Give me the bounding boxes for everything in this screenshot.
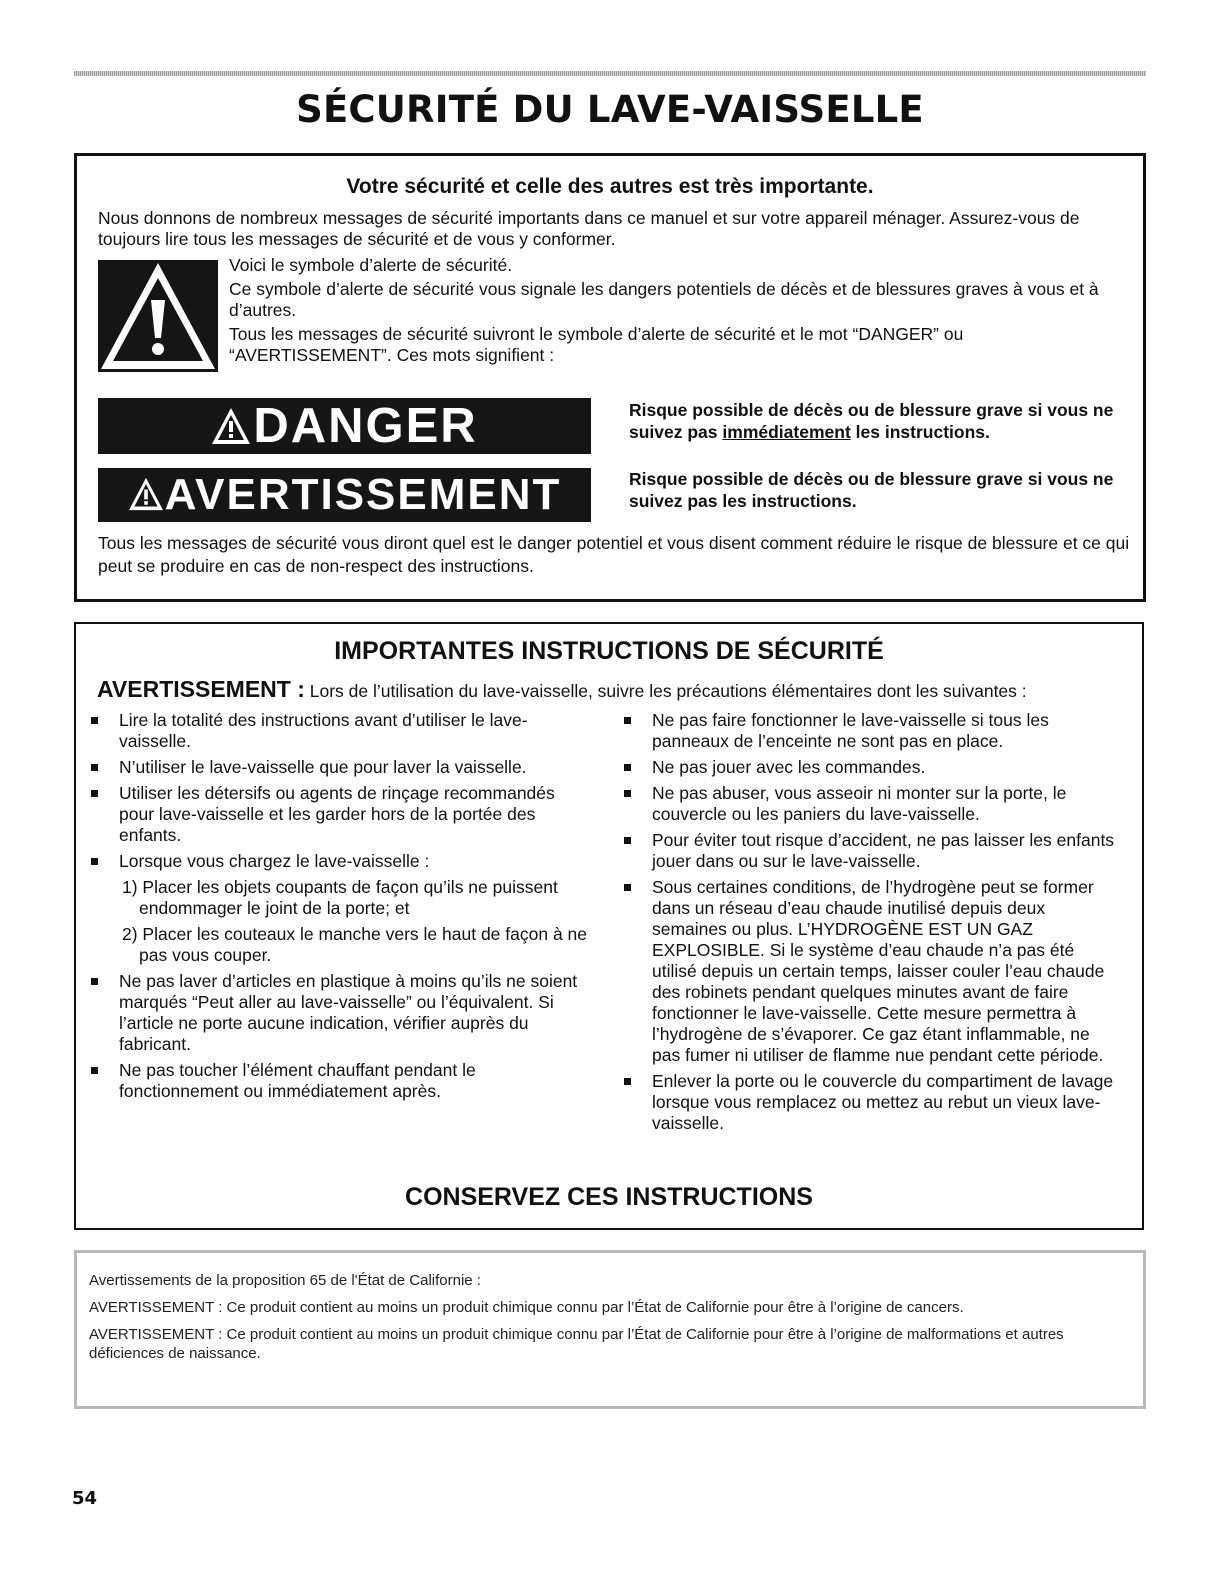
warning-triangle-icon — [128, 477, 164, 511]
prop65-warning-cancer: AVERTISSEMENT : Ce produit contient au moins un produit chimique connu par l’État de Californie pour être à l’origine de cancers. — [89, 1299, 964, 1316]
list-item — [621, 757, 1121, 778]
list-item — [88, 757, 588, 778]
list-item — [621, 783, 1121, 825]
list-item-text: Ne pas faire fonctionner le lave-vaisselle si tous les panneaux de l’enceinte ne sont pas en place. — [652, 710, 1049, 751]
square-bullet-icon — [624, 1078, 631, 1085]
list-item — [88, 1060, 588, 1102]
sub-list — [119, 877, 588, 966]
list-item-text: Lire la totalité des instructions avant d’utiliser le lave-vaisselle. — [119, 710, 528, 751]
page-number: 54 — [72, 1488, 98, 1509]
list-item — [88, 783, 588, 846]
warning-triangle-icon — [211, 407, 251, 445]
warning-lead: AVERTISSEMENT : — [97, 676, 305, 702]
instructions-warning — [97, 676, 1147, 703]
danger-desc-text: Risque possible de décès ou de blessure grave si vous ne suivez pas — [629, 400, 1114, 442]
page-title: SÉCURITÉ DU LAVE-VAISSELLE — [296, 88, 924, 131]
danger-desc-text: les instructions. — [855, 422, 990, 442]
warning-text: Lors de l’utilisation du lave-vaisselle, suivre les précautions élémentaires dont les suivantes : — [309, 681, 1027, 701]
square-bullet-icon — [624, 790, 631, 797]
list-item — [88, 851, 588, 966]
square-bullet-icon — [91, 1067, 98, 1074]
instructions-right-column — [621, 710, 1121, 1139]
square-bullet-icon — [624, 764, 631, 771]
square-bullet-icon — [624, 884, 631, 891]
list-item-text: N’utiliser le lave-vaisselle que pour laver la vaisselle. — [119, 757, 527, 777]
safety-closing-text: Tous les messages de sécurité vous diront quel est le danger potentiel et vous disent comment réduire le risque de blessure et ce qui peut se produire en cas de non-respect des instructions. — [98, 533, 1130, 576]
instructions-title: IMPORTANTES INSTRUCTIONS DE SÉCURITÉ — [334, 637, 884, 665]
danger-desc-emphasis: immédiatement — [722, 422, 851, 442]
warning-label: AVERTISSEMENT — [164, 470, 562, 519]
top-dotted-rule — [74, 71, 1146, 76]
sub-list-item: 1) Placer les objets coupants de façon qu’ils ne puissent endommager le joint de la porte; et — [122, 877, 558, 918]
list-item — [621, 877, 1121, 1066]
warning-banner — [98, 468, 591, 522]
warning-triangle-icon — [98, 260, 218, 372]
square-bullet-icon — [91, 790, 98, 797]
alert-line: Voici le symbole d’alerte de sécurité. — [229, 255, 513, 275]
prop65-heading: Avertissements de la proposition 65 de l'État de Californie : — [89, 1272, 481, 1289]
list-item-text: Sous certaines conditions, de l’hydrogène peut se former dans un réseau d’eau chaude inutilisé depuis deux semaines ou plus. L’HYDROGÈNE EST UN GAZ EXPLOSIBLE. Si le système d’eau chaude n’a pas été utilisé depuis un certain temps, laisser couler l’eau chaude des robinets pendant quelques minutes avant de faire fonctionner le lave-vaisselle. Cette mesure permettra à l’hydrogène de s’évaporer. Ce gaz étant inflammable, ne pas fumer ni utiliser de flamme nue pendant cette période. — [652, 877, 1105, 1065]
alert-symbol-explanation — [229, 255, 1129, 369]
list-item — [88, 710, 588, 752]
danger-banner — [98, 398, 591, 454]
square-bullet-icon — [91, 858, 98, 865]
alert-line: Tous les messages de sécurité suivront le symbole d’alerte de sécurité et le mot “DANGER” ou “AVERTISSEMENT”. Ces mots signifient : — [229, 324, 964, 365]
list-item-text: Ne pas abuser, vous asseoir ni monter sur la porte, le couvercle ou les paniers du lave-vaisselle. — [652, 783, 1067, 824]
list-item-text: Lorsque vous chargez le lave-vaisselle : — [119, 851, 430, 871]
prop65-warning-birth-defects: AVERTISSEMENT : Ce produit contient au moins un produit chimique connu par l’État de Californie pour être à l’origine de malformations et autres déficiences de naissance. — [89, 1326, 1064, 1362]
safety-message-box — [74, 153, 1146, 602]
alert-line: Ce symbole d’alerte de sécurité vous signale les dangers potentiels de décès et de blessures graves à vous et à d’autres. — [229, 279, 1099, 320]
list-item-text: Ne pas toucher l’élément chauffant pendant le fonctionnement ou immédiatement après. — [119, 1060, 476, 1101]
square-bullet-icon — [91, 978, 98, 985]
square-bullet-icon — [91, 717, 98, 724]
danger-label: DANGER — [253, 399, 478, 453]
instructions-left-column — [88, 710, 588, 1107]
list-item — [621, 1071, 1121, 1134]
list-item — [621, 830, 1121, 872]
save-instructions-heading: CONSERVEZ CES INSTRUCTIONS — [405, 1183, 813, 1211]
list-item-text: Ne pas jouer avec les commandes. — [652, 757, 926, 777]
sub-list-item: 2) Placer les couteaux le manche vers le haut de façon à ne pas vous couper. — [122, 924, 587, 965]
list-item-text: Utiliser les détersifs ou agents de rinçage recommandés pour lave-vaisselle et les garder hors de la portée des enfants. — [119, 783, 555, 845]
list-item-text: Enlever la porte ou le couvercle du compartiment de lavage lorsque vous remplacez ou mettez au rebut un vieux lave-vaisselle. — [652, 1071, 1114, 1133]
safety-instructions-box — [74, 622, 1144, 1230]
square-bullet-icon — [624, 717, 631, 724]
safety-headline: Votre sécurité et celle des autres est très importante. — [346, 175, 874, 198]
list-item-text: Ne pas laver d’articles en plastique à moins qu’ils ne soient marqués “Peut aller au lave-vaisselle” ou l’équivalent. Si l’article ne porte aucune indication, vérifier auprès du fabricant. — [119, 971, 578, 1054]
prop65-warning-box — [74, 1250, 1146, 1409]
safety-intro: Nous donnons de nombreux messages de sécurité importants dans ce manuel et sur votre appareil ménager. Assurez-vous de toujours lire tous les messages de sécurité et de vous y conformer. — [98, 208, 1080, 249]
list-item-text: Pour éviter tout risque d’accident, ne pas laisser les enfants jouer dans ou sur le lave-vaisselle. — [652, 830, 1115, 871]
list-item — [621, 710, 1121, 752]
square-bullet-icon — [624, 837, 631, 844]
square-bullet-icon — [91, 764, 98, 771]
warning-description: Risque possible de décès ou de blessure grave si vous ne suivez pas les instructions. — [629, 469, 1114, 511]
danger-description — [629, 399, 1139, 443]
list-item — [88, 971, 588, 1055]
